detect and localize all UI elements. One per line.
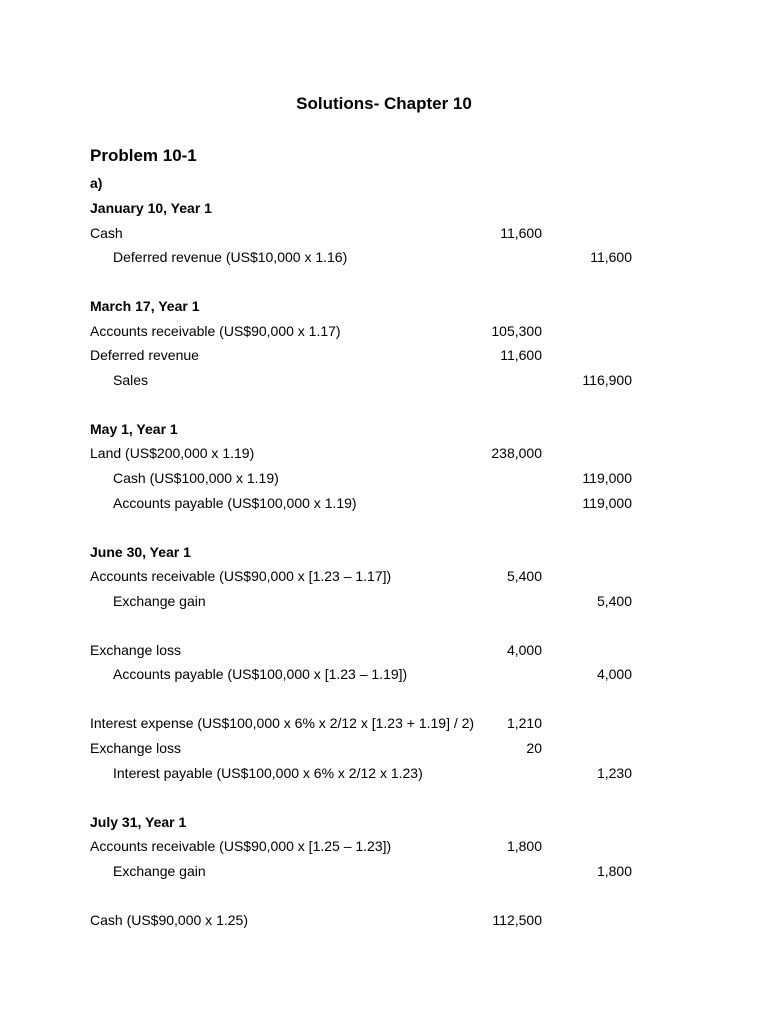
journal-line: [0, 638, 768, 663]
spacer-row: [0, 270, 768, 295]
debit-amount: 11,600: [500, 224, 542, 241]
credit-amount: 116,900: [582, 371, 632, 388]
account-description: Land (US$200,000 x 1.19): [90, 445, 255, 462]
journal-line: [0, 343, 768, 368]
credit-amount: 5,400: [596, 592, 632, 609]
journal-line: [0, 908, 768, 933]
debit-amount: 238,000: [491, 445, 542, 462]
account-description: Accounts payable (US$100,000 x [1.23 – 1.19]): [113, 666, 408, 683]
credit-amount: 1,800: [596, 862, 632, 879]
problem-heading: Problem 10-1: [90, 146, 197, 165]
debit-amount: 5,400: [506, 568, 542, 585]
journal-line: [0, 245, 768, 270]
journal-line: [0, 662, 768, 687]
account-description: Deferred revenue: [90, 347, 199, 364]
account-description: Sales: [113, 371, 149, 388]
spacer-row: [0, 515, 768, 540]
account-description: Accounts receivable (US$90,000 x [1.25 – 1.23]): [90, 838, 392, 855]
credit-amount: 119,000: [582, 470, 632, 487]
entry-date-heading: [0, 294, 768, 319]
debit-amount: 112,500: [492, 911, 542, 928]
spacer-row: [0, 883, 768, 908]
account-description: Cash (US$100,000 x 1.19): [113, 470, 279, 487]
account-description: Cash (US$90,000 x 1.25): [90, 911, 248, 928]
entry-date-heading: [0, 417, 768, 442]
journal-line: [0, 441, 768, 466]
spacer-row: [0, 687, 768, 712]
spacer-row: [0, 613, 768, 638]
debit-amount: 105,300: [491, 322, 542, 339]
entry-date-heading: [0, 810, 768, 835]
spacer-row: [0, 392, 768, 417]
journal-line: [0, 859, 768, 884]
debit-amount: 1,800: [506, 838, 542, 855]
debit-amount: 4,000: [506, 641, 542, 658]
account-description: Deferred revenue (US$10,000 x 1.16): [113, 249, 348, 266]
account-description: Exchange gain: [113, 592, 206, 609]
account-description: Interest payable (US$100,000 x 6% x 2/12 x 1.23): [113, 764, 423, 781]
credit-amount: 11,600: [590, 249, 632, 266]
account-description: Accounts receivable (US$90,000 x [1.23 – 1.17]): [90, 568, 392, 585]
spacer-row: [0, 785, 768, 810]
entry-date: May 1, Year 1: [90, 420, 178, 437]
debit-amount: 20: [526, 740, 542, 757]
journal-line: [0, 564, 768, 589]
entry-date: January 10, Year 1: [90, 200, 212, 216]
entry-date-heading: [0, 196, 768, 221]
journal-line: [0, 589, 768, 614]
journal-line: [0, 711, 768, 736]
account-description: Exchange gain: [113, 862, 206, 879]
part-label: a): [90, 175, 103, 191]
credit-amount: 4,000: [596, 666, 632, 683]
journal-line: [0, 466, 768, 491]
entry-date: July 31, Year 1: [90, 813, 187, 830]
account-description: Interest expense (US$100,000 x 6% x 2/12 x [1.23 + 1.19] / 2): [90, 715, 475, 732]
entry-date-heading: [0, 540, 768, 565]
credit-amount: 119,000: [582, 494, 632, 511]
entry-date: June 30, Year 1: [90, 543, 191, 560]
credit-amount: 1,230: [596, 764, 632, 781]
journal-entries: [0, 196, 768, 932]
account-description: Accounts payable (US$100,000 x 1.19): [113, 494, 357, 511]
journal-line: [0, 221, 768, 246]
account-description: Exchange loss: [90, 740, 182, 757]
journal-line: [0, 319, 768, 344]
account-description: Exchange loss: [90, 641, 182, 658]
journal-line: [0, 834, 768, 859]
journal-line: [0, 761, 768, 786]
journal-line: [0, 491, 768, 516]
journal-line: [0, 368, 768, 393]
debit-amount: 1,210: [506, 715, 542, 732]
entry-date: March 17, Year 1: [90, 298, 200, 315]
journal-line: [0, 736, 768, 761]
page-title: Solutions- Chapter 10: [296, 94, 472, 113]
debit-amount: 11,600: [500, 347, 542, 364]
account-description: Accounts receivable (US$90,000 x 1.17): [90, 322, 341, 339]
account-description: Cash: [90, 224, 123, 241]
